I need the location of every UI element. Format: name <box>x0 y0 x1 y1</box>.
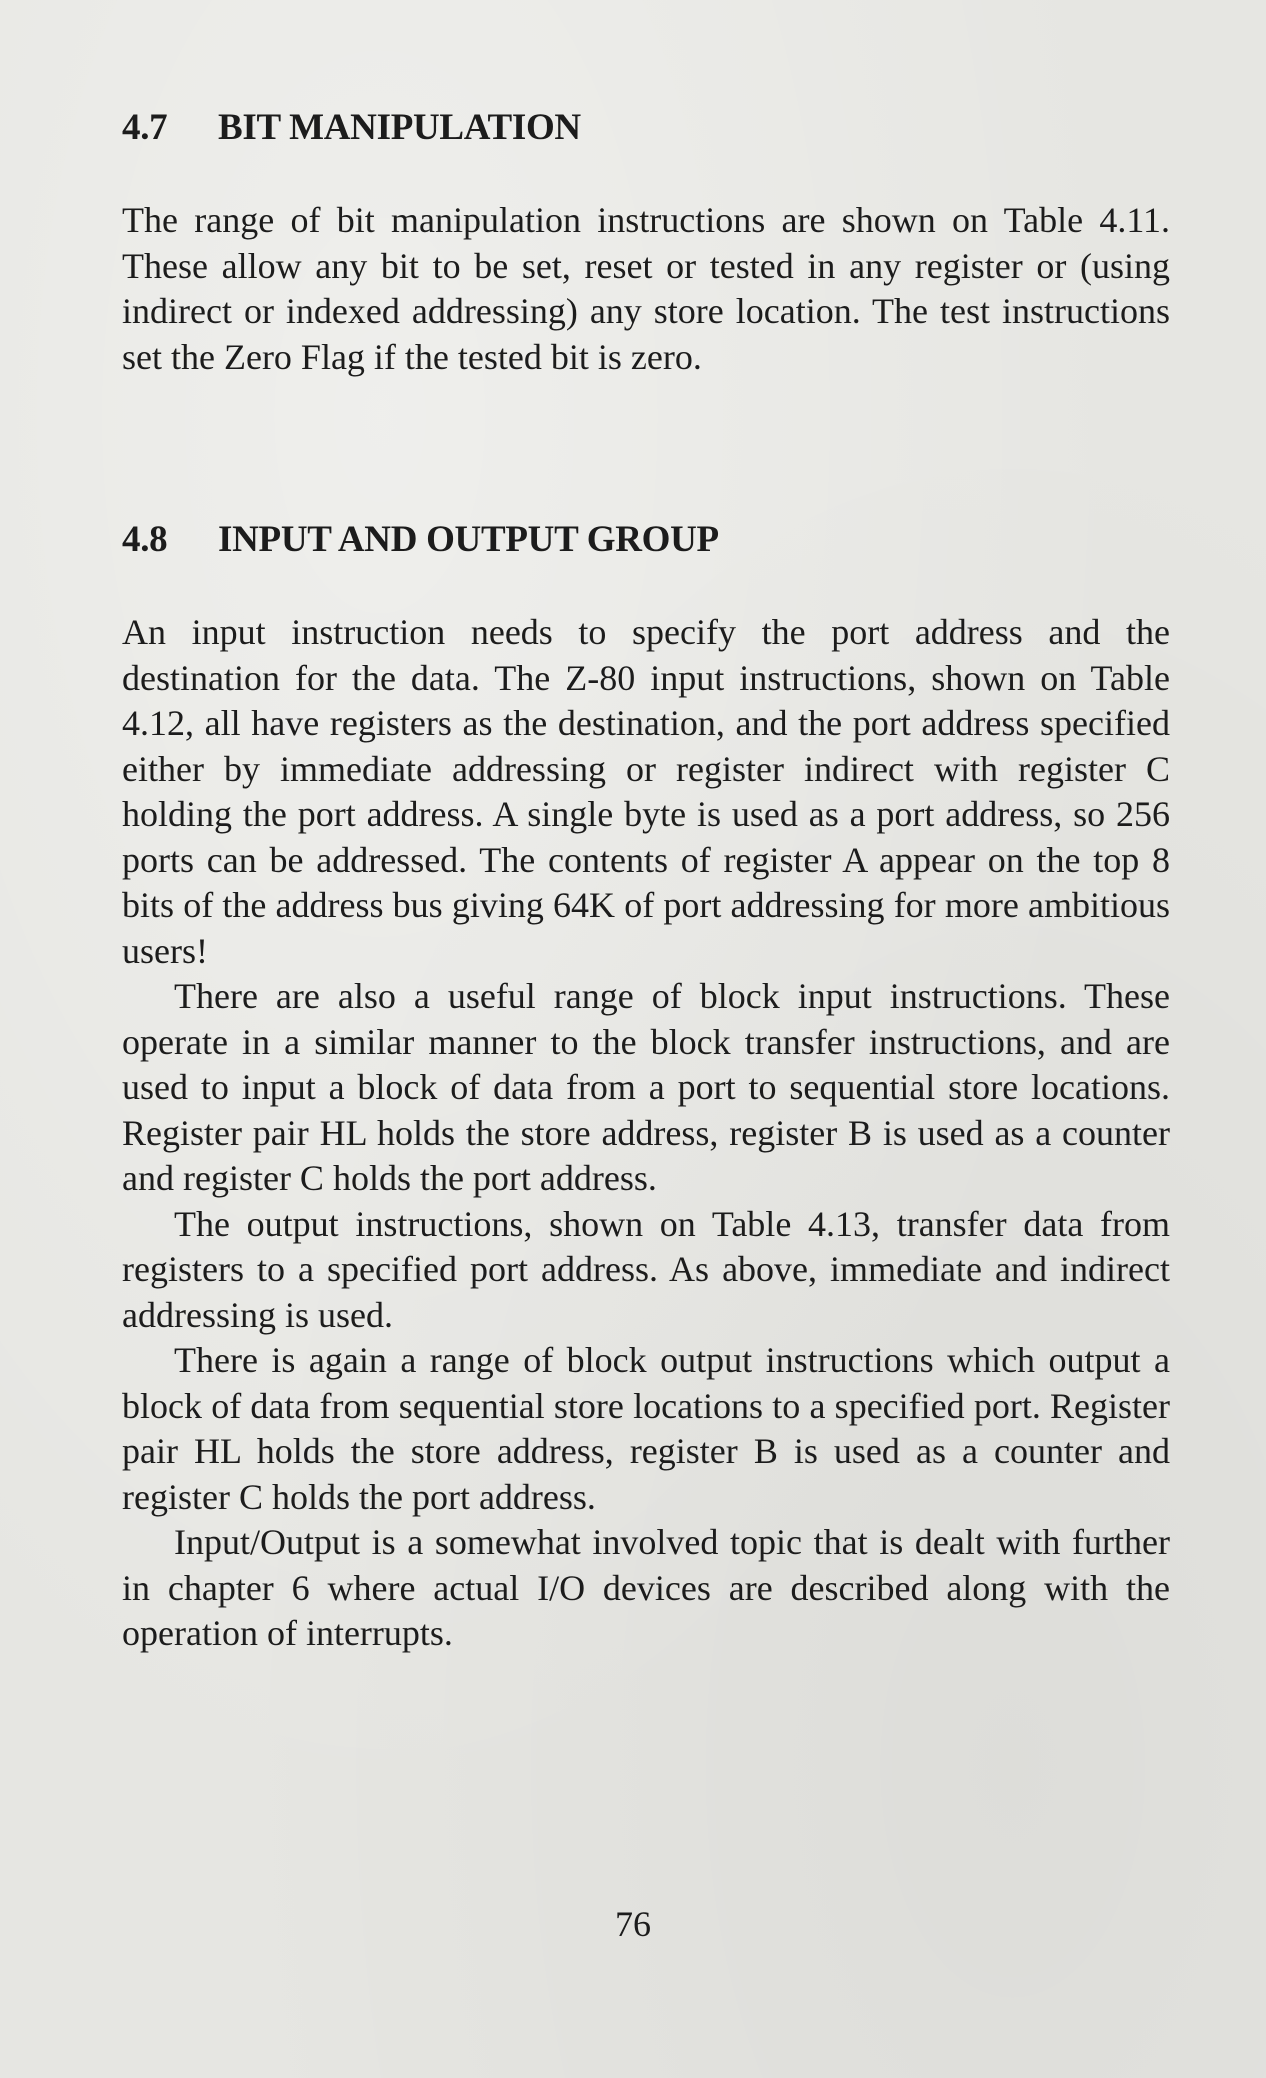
section-body-4-7 <box>122 198 1170 380</box>
section-heading-4-7 <box>122 106 581 149</box>
section-title: BIT MANIPULATION <box>218 107 581 148</box>
page-number: 76 <box>615 1904 651 1944</box>
section-number: 4.7 <box>122 107 168 148</box>
paragraph: An input instruction needs to specify the port address and the destination for the data. The Z-80 input instructions, shown on Table 4.12, all have registers as the destination, and the port address specified either by immediate addressing or register indirect with register C holding the port address. A single byte is used as a port address, so 256 ports can be addressed. The contents of register A appear on the top 8 bits of the address bus giving 64K of port addressing for more ambitious users! <box>122 612 1170 971</box>
paragraph: There are also a useful range of block input instructions. These operate in a similar manner to the block transfer instructions, and are used to input a block of data from a port to sequential store locations. Register pair HL holds the store address, register B is used as a counter and register C holds the port address. <box>122 976 1170 1198</box>
section-heading-4-8 <box>122 518 719 561</box>
paragraph: The output instructions, shown on Table 4.13, transfer data from registers to a specified port address. As above, immediate and indirect addressing is used. <box>122 1203 1170 1335</box>
section-number: 4.8 <box>122 519 168 560</box>
section-title: INPUT AND OUTPUT GROUP <box>218 519 719 560</box>
paragraph: Input/Output is a somewhat involved topic that is dealt with further in chapter 6 where actual I/O devices are described along with the operation of interrupts. <box>122 1522 1170 1653</box>
section-body-4-8 <box>122 610 1170 1657</box>
paragraph: The range of bit manipulation instructions are shown on Table 4.11. These allow any bit to be set, reset or tested in any register or (using indirect or indexed addressing) any store location. The test instructions set the Zero Flag if the tested bit is zero. <box>122 200 1170 377</box>
paragraph: There is again a range of block output instructions which output a block of data from sequential store locations to a specified port. Register pair HL holds the store address, register B is used as a counter and register C holds the port address. <box>122 1340 1170 1517</box>
